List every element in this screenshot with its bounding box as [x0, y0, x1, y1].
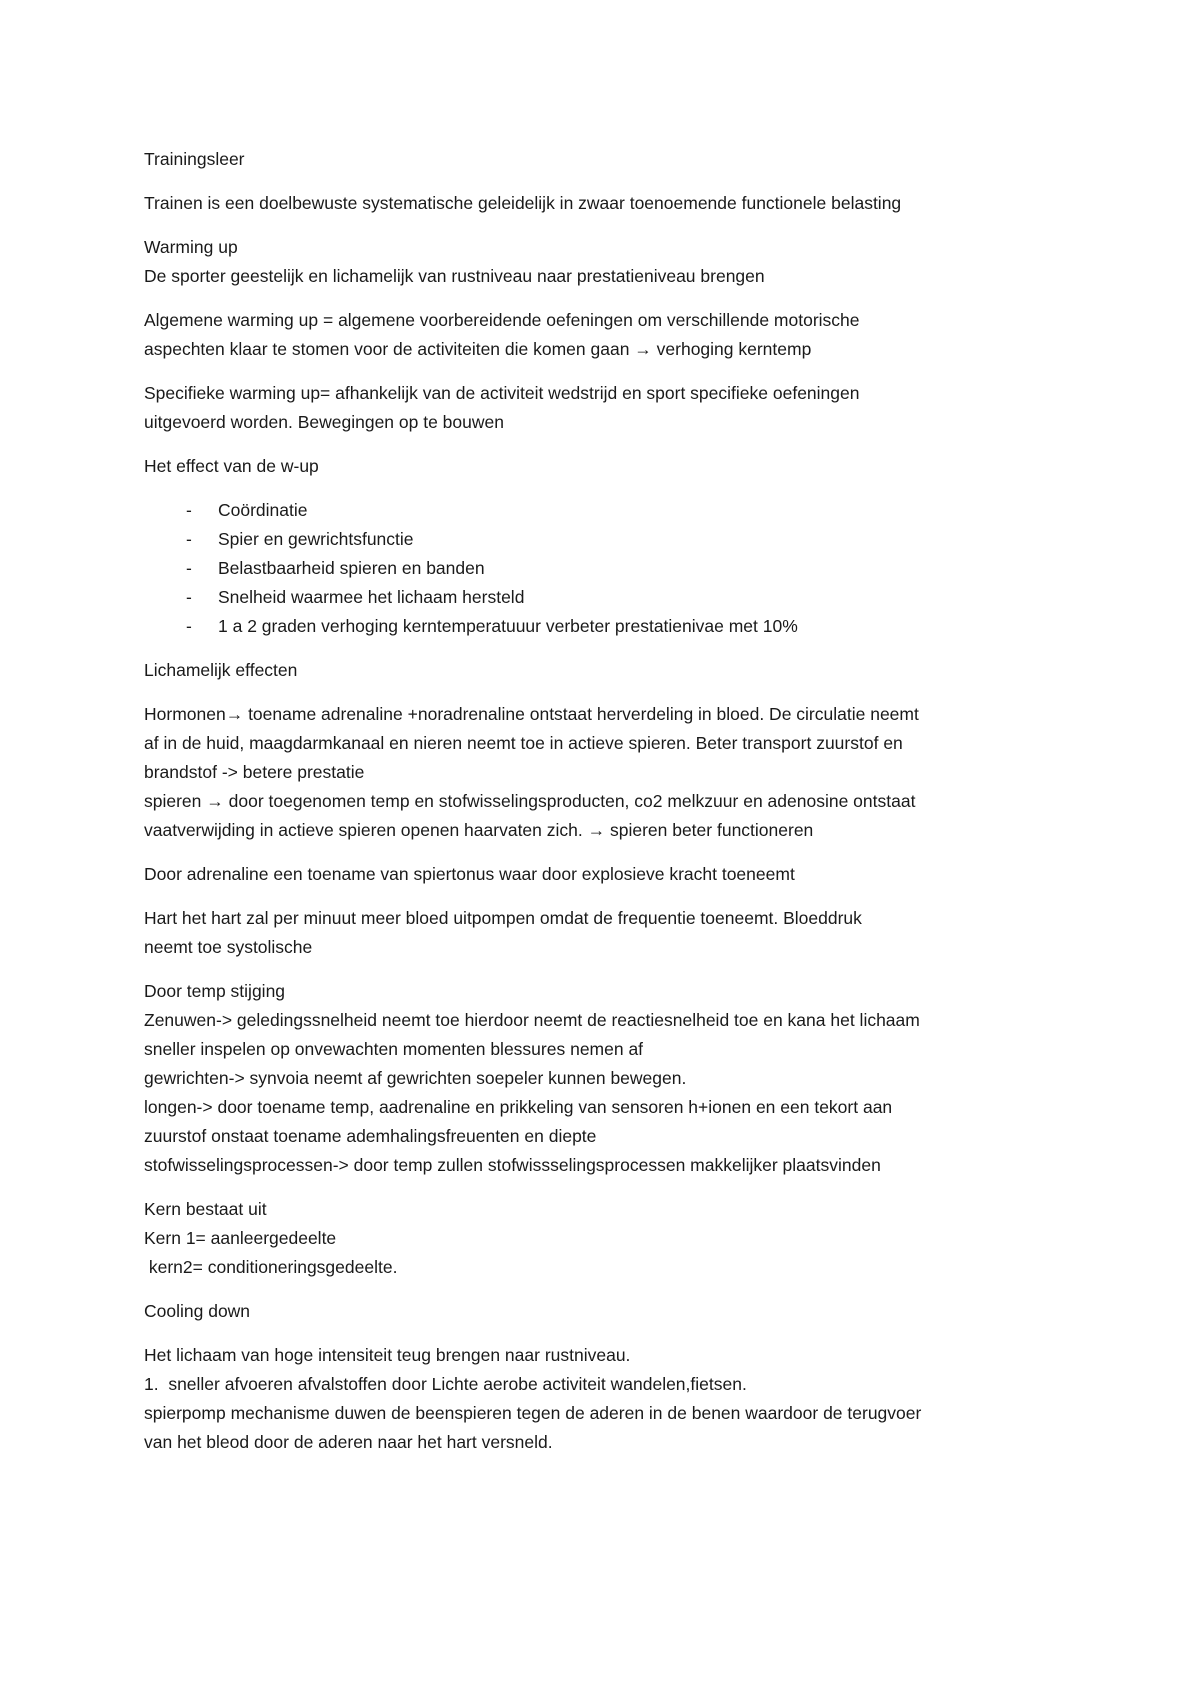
text-line: Kern 1= aanleergedeelte [144, 1228, 337, 1248]
bullet-dash: - [186, 529, 192, 549]
heart-paragraph [144, 904, 1080, 962]
text-line: Specifieke warming up= afhankelijk van de activiteit wedstrijd en sport specifieke oefeningen [144, 383, 860, 403]
adrenaline-paragraph: Door adrenaline een toename van spiertonus waar door explosieve kracht toeneemt [144, 864, 795, 884]
list-item [144, 496, 1080, 525]
core-heading: Kern bestaat uit [144, 1199, 267, 1219]
text-line: spieren → door toegenomen temp en stofwisselingsproducten, co2 melkzuur en adenosine ontstaat [144, 791, 916, 811]
text-line: longen-> door toename temp, aadrenaline en prikkeling van sensoren h+ionen en een tekort aan [144, 1097, 893, 1117]
list-item [144, 612, 1080, 641]
text-line: sneller inspelen op onvewachten momenten blessures nemen af [144, 1039, 644, 1059]
bullet-dash: - [186, 558, 192, 578]
bullet-dash: - [186, 616, 192, 636]
general-warmup-paragraph [144, 306, 1080, 364]
effect-heading: Het effect van de w-up [144, 456, 319, 476]
text-line: kern2= conditioneringsgedeelte. [144, 1257, 398, 1277]
list-item-text: Spier en gewrichtsfunctie [218, 529, 414, 549]
bullet-dash: - [186, 500, 192, 520]
list-item [144, 583, 1080, 612]
effect-list [144, 496, 1080, 641]
list-item-text: 1 a 2 graden verhoging kerntemperatuuur verbeter prestatienivae met 10% [218, 616, 798, 636]
intro-paragraph: Trainen is een doelbewuste systematische geleidelijk in zwaar toenoemende functionele belasting [144, 193, 902, 213]
specific-warmup-paragraph [144, 379, 1080, 437]
body-effects-heading: Lichamelijk effecten [144, 660, 298, 680]
cooldown-paragraph [144, 1341, 1080, 1457]
warmup-heading: Warming up [144, 237, 238, 257]
text-line: zuurstof onstaat toename ademhalingsfreuenten en diepte [144, 1126, 597, 1146]
document-title: Trainingsleer [144, 149, 245, 169]
text-line: Algemene warming up = algemene voorbereidende oefeningen om verschillende motorische [144, 310, 860, 330]
text-line: Hart het hart zal per minuut meer bloed uitpompen omdat de frequentie toeneemt. Bloeddruk [144, 908, 862, 928]
temp-rise-section [144, 977, 1080, 1180]
text-line: stofwisselingsprocessen-> door temp zullen stofwissselingsprocessen makkelijker plaatsvinden [144, 1155, 881, 1175]
bullet-dash: - [186, 587, 192, 607]
warmup-definition: De sporter geestelijk en lichamelijk van rustniveau naar prestatieniveau brengen [144, 266, 765, 286]
text-line: spierpomp mechanisme duwen de beenspieren tegen de aderen in de benen waardoor de terugvoer [144, 1403, 922, 1423]
cooldown-heading: Cooling down [144, 1301, 251, 1321]
text-line: Het lichaam van hoge intensiteit teug brengen naar rustniveau. [144, 1345, 631, 1365]
list-item-text: Belastbaarheid spieren en banden [218, 558, 485, 578]
list-item-text: Snelheid waarmee het lichaam hersteld [218, 587, 525, 607]
list-item [144, 554, 1080, 583]
text-line: vaatverwijding in actieve spieren openen haarvaten zich. → spieren beter functioneren [144, 820, 814, 840]
text-line: 1. sneller afvoeren afvalstoffen door Lichte aerobe activiteit wandelen,fietsen. [144, 1374, 747, 1394]
text-line: van het bleod door de aderen naar het hart versneld. [144, 1432, 553, 1452]
text-line: aspechten klaar te stomen voor de activiteiten die komen gaan → verhoging kerntemp [144, 339, 812, 359]
warmup-section [144, 233, 1080, 291]
text-line: af in de huid, maagdarmkanaal en nieren neemt toe in actieve spieren. Beter transport zuurstof en [144, 733, 903, 753]
list-item [144, 525, 1080, 554]
hormones-paragraph [144, 700, 1080, 845]
text-line: Zenuwen-> geledingssnelheid neemt toe hierdoor neemt de reactiesnelheid toe en kana het lichaam [144, 1010, 920, 1030]
text-line: Hormonen→ toename adrenaline +noradrenaline ontstaat herverdeling in bloed. De circulatie neemt [144, 704, 919, 724]
text-line: neemt toe systolische [144, 937, 313, 957]
core-section [144, 1195, 1080, 1282]
list-item-text: Coördinatie [218, 500, 308, 520]
temp-rise-heading: Door temp stijging [144, 981, 286, 1001]
text-line: gewrichten-> synvoia neemt af gewrichten soepeler kunnen bewegen. [144, 1068, 687, 1088]
text-line: brandstof -> betere prestatie [144, 762, 365, 782]
text-line: uitgevoerd worden. Bewegingen op te bouwen [144, 412, 504, 432]
